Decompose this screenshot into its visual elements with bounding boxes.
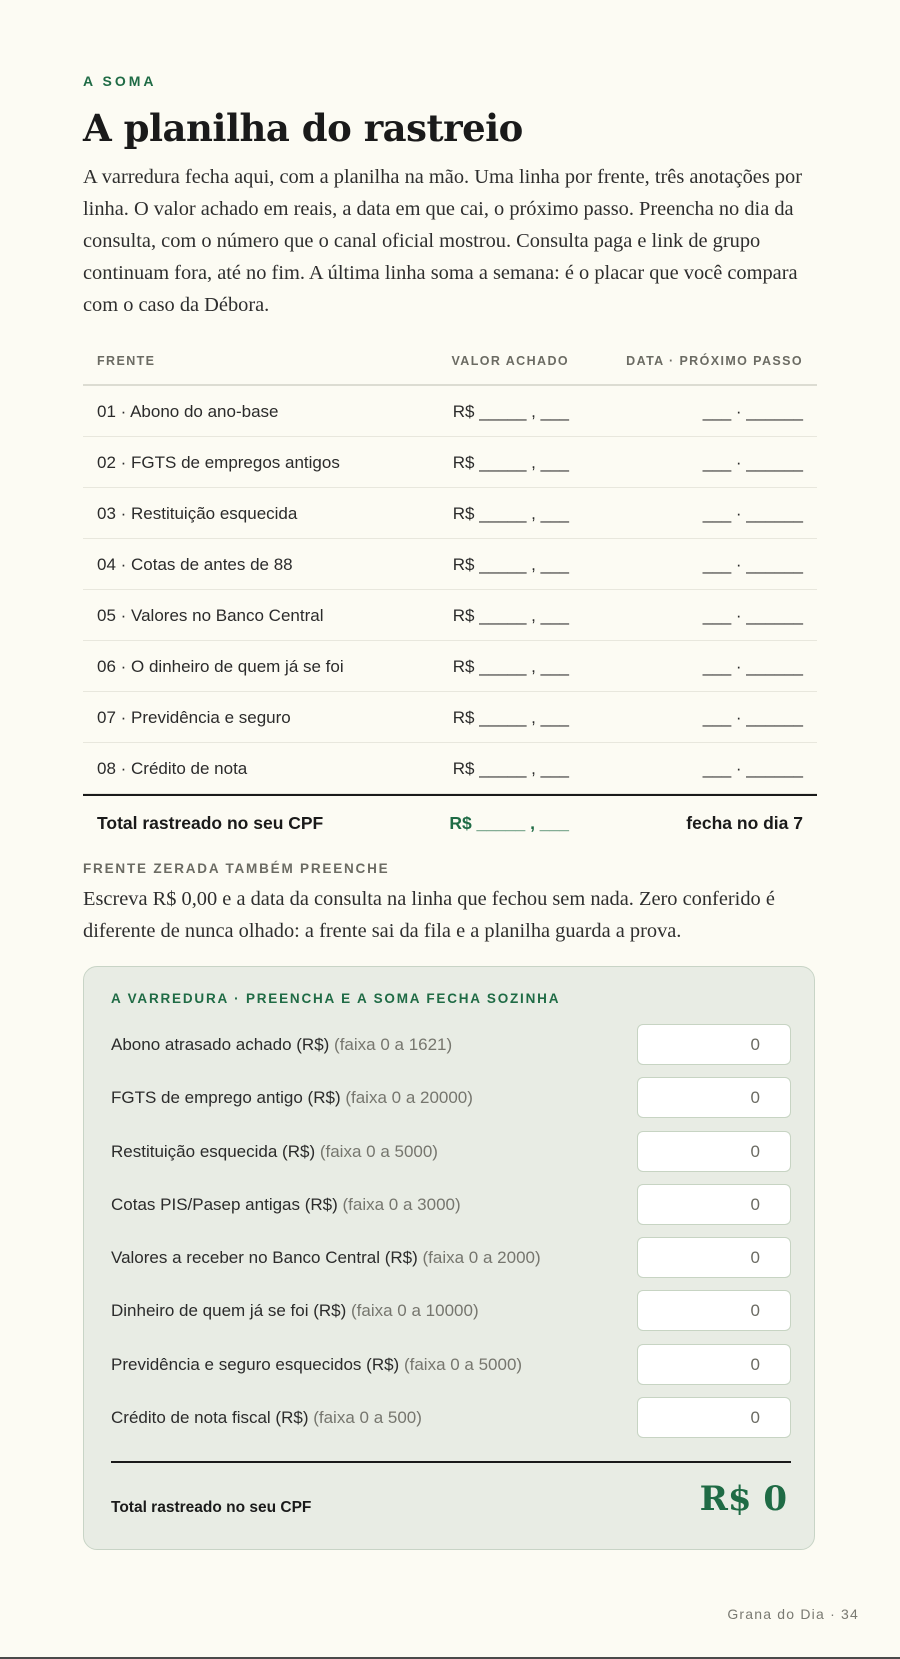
field-range: (faixa 0 a 1621) (334, 1035, 453, 1054)
field-range: (faixa 0 a 2000) (422, 1248, 541, 1267)
cotas-input[interactable] (637, 1184, 791, 1225)
calculator-field-banco-central (111, 1237, 874, 1279)
note-heading: FRENTE ZERADA TAMBÉM PREENCHE (83, 861, 390, 876)
field-range: (faixa 0 a 3000) (342, 1195, 461, 1214)
table-header (83, 336, 817, 386)
nota-fiscal-input[interactable] (637, 1397, 791, 1438)
total-divider (111, 1461, 791, 1463)
calculator-total-label: Total rastreado no seu CPF (111, 1499, 312, 1516)
field-range: (faixa 0 a 5000) (319, 1142, 438, 1161)
row-frente: 05 · Valores no Banco Central (97, 606, 324, 625)
page-folio: Grana do Dia · 34 (727, 1606, 859, 1622)
field-range: (faixa 0 a 20000) (345, 1088, 473, 1107)
row-data: ___ · ______ (702, 453, 803, 472)
field-label-text: Previdência e seguro esquecidos (R$) (111, 1355, 400, 1374)
field-label (111, 1355, 522, 1375)
page-title: A planilha do rastreio (83, 106, 523, 150)
row-valor: R$ _____ , ___ (452, 759, 569, 778)
sweep-calculator (83, 966, 815, 1550)
table-row (83, 386, 817, 437)
calculator-field-abono (111, 1024, 874, 1066)
calculator-field-restituicao (111, 1131, 874, 1173)
field-range: (faixa 0 a 500) (313, 1408, 422, 1427)
table-total-row (83, 794, 817, 850)
heranca-input[interactable] (637, 1290, 791, 1331)
calculator-field-nota-fiscal (111, 1397, 874, 1439)
row-frente: 06 · O dinheiro de quem já se foi (97, 657, 344, 676)
tracking-table (83, 336, 817, 850)
row-data: ___ · ______ (702, 759, 803, 778)
row-frente: 01 · Abono do ano-base (97, 402, 279, 421)
row-data: ___ · ______ (702, 555, 803, 574)
row-data: ___ · ______ (702, 504, 803, 523)
row-frente: 07 · Previdência e seguro (97, 708, 291, 727)
column-header-frente: FRENTE (97, 354, 156, 368)
calculator-field-heranca (111, 1290, 874, 1332)
row-valor: R$ _____ , ___ (452, 504, 569, 523)
section-eyebrow: A SOMA (83, 73, 157, 89)
total-label: Total rastreado no seu CPF (97, 813, 324, 833)
field-label (111, 1195, 461, 1215)
field-label (111, 1035, 452, 1055)
field-label (111, 1301, 479, 1321)
field-label-text: Crédito de nota fiscal (R$) (111, 1408, 309, 1427)
table-row (83, 692, 817, 743)
calculator-total-value: R$ 0 (699, 1479, 787, 1519)
row-valor: R$ _____ , ___ (452, 453, 569, 472)
field-label (111, 1088, 473, 1108)
previdencia-input[interactable] (637, 1344, 791, 1385)
row-data: ___ · ______ (702, 657, 803, 676)
field-range: (faixa 0 a 5000) (403, 1355, 523, 1374)
calculator-field-fgts (111, 1077, 874, 1119)
field-label-text: Abono atrasado achado (R$) (111, 1035, 330, 1054)
row-valor: R$ _____ , ___ (452, 402, 569, 421)
banco-central-input[interactable] (637, 1237, 791, 1278)
table-row (83, 743, 817, 794)
field-label (111, 1142, 438, 1162)
row-data: ___ · ______ (702, 606, 803, 625)
field-range: (faixa 0 a 10000) (351, 1301, 479, 1320)
abono-input[interactable] (637, 1024, 791, 1065)
table-row (83, 437, 817, 488)
restituicao-input[interactable] (637, 1131, 791, 1172)
field-label (111, 1248, 541, 1268)
field-label (111, 1408, 422, 1428)
calculator-heading: A VARREDURA · PREENCHA E A SOMA FECHA SOZINHA (111, 991, 561, 1006)
table-row (83, 590, 817, 641)
note-paragraph: Escreva R$ 0,00 e a data da consulta na linha que fechou sem nada. Zero conferido é diferente de nunca olhado: a frente sai da fila e a planilha guarda a prova. (83, 888, 775, 942)
row-data: ___ · ______ (702, 708, 803, 727)
column-header-data: DATA · PRÓXIMO PASSO (626, 354, 803, 368)
row-frente: 08 · Crédito de nota (97, 759, 248, 778)
row-valor: R$ _____ , ___ (452, 555, 569, 574)
column-header-valor: VALOR ACHADO (451, 354, 569, 368)
intro-paragraph: A varredura fecha aqui, com a planilha na mão. Uma linha por frente, três anotações por linha. O valor achado em reais, a data em que cai, o próximo passo. Preencha no dia da consulta, com o número que o canal oficial mostrou. Consulta paga e link de grupo continuam fora, até no fim. A última linha soma a semana: é o placar que você compara com o caso da Débora. (83, 166, 803, 316)
calculator-field-previdencia (111, 1344, 874, 1386)
table-row (83, 641, 817, 692)
row-frente: 04 · Cotas de antes de 88 (97, 555, 293, 574)
field-label-text: FGTS de emprego antigo (R$) (111, 1088, 341, 1107)
row-valor: R$ _____ , ___ (452, 657, 569, 676)
table-row (83, 488, 817, 539)
row-frente: 02 · FGTS de empregos antigos (97, 453, 340, 472)
table-row (83, 539, 817, 590)
field-label-text: Cotas PIS/Pasep antigas (R$) (111, 1195, 338, 1214)
field-label-text: Valores a receber no Banco Central (R$) (111, 1248, 418, 1267)
row-data: ___ · ______ (702, 402, 803, 421)
calculator-field-cotas (111, 1184, 874, 1226)
row-valor: R$ _____ , ___ (452, 606, 569, 625)
row-valor: R$ _____ , ___ (452, 708, 569, 727)
total-valor: R$ _____ , ___ (449, 813, 569, 833)
fgts-input[interactable] (637, 1077, 791, 1118)
field-label-text: Restituição esquecida (R$) (111, 1142, 316, 1161)
total-data: fecha no dia 7 (686, 813, 803, 833)
row-frente: 03 · Restituição esquecida (97, 504, 298, 523)
field-label-text: Dinheiro de quem já se foi (R$) (111, 1301, 347, 1320)
